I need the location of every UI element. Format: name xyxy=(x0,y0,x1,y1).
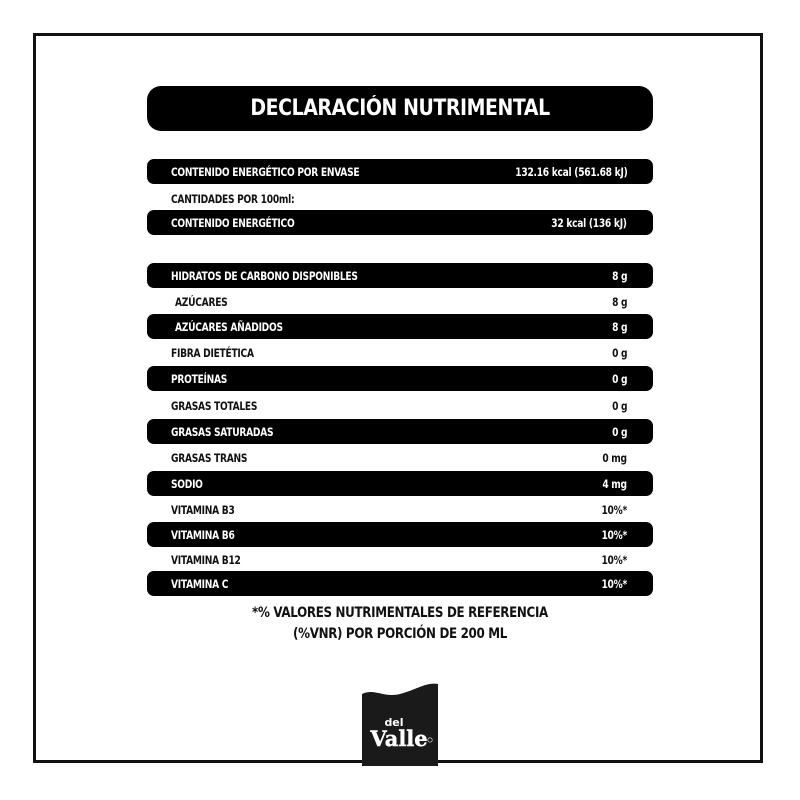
nutrient-row-sugars xyxy=(147,289,653,314)
row-label: CANTIDADES POR 100ml: xyxy=(171,191,295,206)
nutrient-row-sodium xyxy=(147,471,653,496)
row-value: 0 mg xyxy=(602,450,627,465)
nutrient-row-vitamin-b3 xyxy=(147,497,653,522)
nutrient-row-trans-fat xyxy=(147,445,653,470)
reference-footnote xyxy=(200,603,600,645)
row-value: 8 g xyxy=(611,268,627,283)
nutrient-row-total-fat xyxy=(147,393,653,418)
nutrient-row-saturated-fat xyxy=(147,419,653,444)
row-label: VITAMINA B12 xyxy=(171,552,241,567)
row-value: 10%* xyxy=(601,552,627,567)
nutrient-row-carbohydrates xyxy=(147,263,653,288)
row-label: AZÚCARES AÑADIDOS xyxy=(175,319,283,334)
footnote-line-1: *% VALORES NUTRIMENTALES DE REFERENCIA xyxy=(252,605,548,621)
nutrient-row-vitamin-c xyxy=(147,571,653,596)
row-label: PROTEÍNAS xyxy=(171,371,228,386)
nutrient-row-vitamin-b12 xyxy=(147,547,653,572)
nutrition-title-bar xyxy=(147,86,653,131)
row-label: VITAMINA B6 xyxy=(171,527,235,542)
del-valle-logo xyxy=(362,682,438,766)
row-value: 32 kcal (136 kJ) xyxy=(551,215,627,230)
row-label: HIDRATOS DE CARBONO DISPONIBLES xyxy=(171,268,358,283)
row-value: 132.16 kcal (561.68 kJ) xyxy=(514,164,627,179)
nutrient-row-added-sugars xyxy=(147,314,653,339)
nutrient-row-vitamin-b6 xyxy=(147,522,653,547)
row-value: 0 g xyxy=(611,371,627,386)
nutrient-row-protein xyxy=(147,366,653,391)
logo-text-valle: Valle xyxy=(370,726,428,751)
row-label: GRASAS TOTALES xyxy=(171,398,258,413)
row-label: VITAMINA C xyxy=(171,576,229,591)
row-value: 10%* xyxy=(601,502,627,517)
row-label: CONTENIDO ENERGÉTICO xyxy=(171,215,295,230)
row-value: 0 g xyxy=(611,424,627,439)
nutrient-row-fiber xyxy=(147,340,653,365)
row-label: GRASAS SATURADAS xyxy=(171,424,274,439)
row-label: GRASAS TRANS xyxy=(171,450,248,465)
row-value: 4 mg xyxy=(602,476,627,491)
logo-text-del: del xyxy=(384,716,404,729)
row-label: FIBRA DIETÉTICA xyxy=(171,345,254,360)
row-value: 10%* xyxy=(601,527,627,542)
row-value: 8 g xyxy=(611,319,627,334)
row-label: CONTENIDO ENERGÉTICO POR ENVASE xyxy=(171,164,360,179)
row-value: 10%* xyxy=(601,576,627,591)
row-value: 0 g xyxy=(611,398,627,413)
row-label: AZÚCARES xyxy=(175,294,228,309)
row-value: 0 g xyxy=(611,345,627,360)
footnote-line-2: (%VNR) POR PORCIÓN DE 200 ML xyxy=(293,626,507,642)
row-value: 8 g xyxy=(611,294,627,309)
row-label: SODIO xyxy=(171,476,203,491)
row-label: VITAMINA B3 xyxy=(171,502,235,517)
quantities-per-100ml-row xyxy=(147,186,653,211)
energy-per-package-row xyxy=(147,159,653,184)
nutrition-title: DECLARACIÓN NUTRIMENTAL xyxy=(250,96,550,121)
energy-content-row xyxy=(147,210,653,235)
